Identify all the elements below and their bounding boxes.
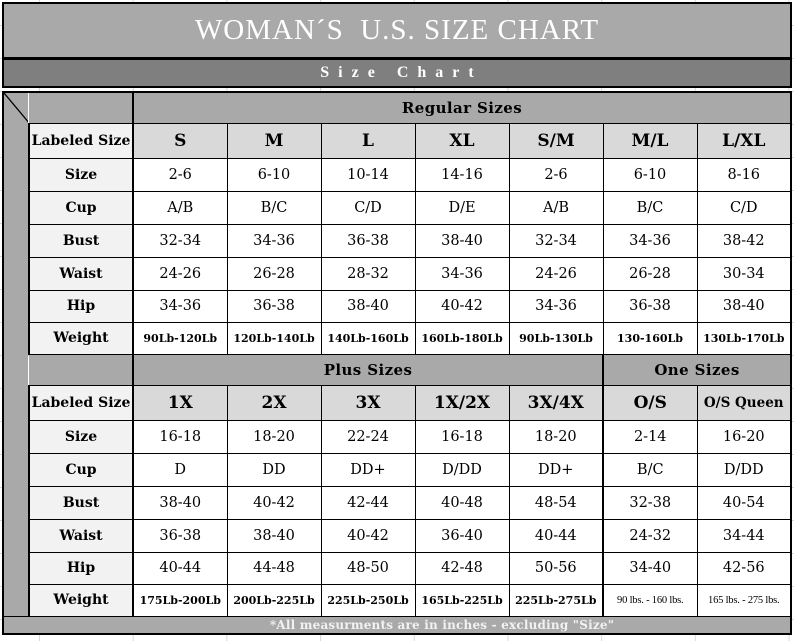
row-label: Weight [29,322,133,354]
value-cell: D/DD [415,453,509,486]
value-cell: 44-48 [227,552,321,584]
value-cell: 2-6 [509,158,603,191]
value-cell: 120Lb-140Lb [227,322,321,354]
column-header: 3X [321,385,415,420]
value-cell: 26-28 [227,257,321,290]
plus-column-header-row [3,385,791,420]
value-cell: 36-38 [133,519,227,552]
value-cell: 225Lb-275Lb [509,584,603,616]
regular-row-hip [3,290,791,322]
regular-row-cup [3,191,791,224]
column-header: S/M [509,123,603,158]
plus-row-cup [3,453,791,486]
regular-row-size [3,158,791,191]
value-cell: 50-56 [509,552,603,584]
value-cell: 200Lb-225Lb [227,584,321,616]
value-cell: 16-18 [415,420,509,453]
value-cell: 38-40 [227,519,321,552]
value-cell: 38-40 [415,224,509,257]
labeled-size-header: Labeled Size [29,385,133,420]
value-cell: 175Lb-200Lb [133,584,227,616]
value-cell: B/C [227,191,321,224]
regular-row-weight [3,322,791,354]
row-label: Hip [29,290,133,322]
value-cell: 36-40 [415,519,509,552]
value-cell: 34-44 [697,519,791,552]
value-cell: 48-54 [509,486,603,519]
section-title-plus-sizes: Plus Sizes [133,354,603,385]
value-cell: 22-24 [321,420,415,453]
value-cell: 32-34 [509,224,603,257]
value-cell: 40-42 [321,519,415,552]
value-cell: 28-32 [321,257,415,290]
row-label: Weight [29,584,133,616]
value-cell: 42-48 [415,552,509,584]
column-header: XL [415,123,509,158]
value-cell: 2-6 [133,158,227,191]
value-cell: 34-36 [227,224,321,257]
column-header: M/L [603,123,697,158]
corner-diagonal-line [4,93,29,124]
value-cell: 32-38 [603,486,697,519]
size-chart-table [2,91,792,635]
row-header-strip [3,92,29,616]
row-label: Cup [29,453,133,486]
column-header: L/XL [697,123,791,158]
footer-note: *All measurments are in inches - excluding "Size" [3,616,791,634]
value-cell: 34-40 [603,552,697,584]
value-cell: 90 lbs. - 160 lbs. [603,584,697,616]
value-cell: 8-16 [697,158,791,191]
chart-title: WOMAN´S U.S. SIZE CHART [4,4,790,57]
value-cell: 40-42 [415,290,509,322]
value-cell: 42-44 [321,486,415,519]
column-header: M [227,123,321,158]
column-header: 1X/2X [415,385,509,420]
column-header: O/S [603,385,697,420]
section-title-one-sizes: One Sizes [603,354,791,385]
value-cell: 18-20 [227,420,321,453]
header-block [2,2,792,88]
plus-band-row [3,354,791,385]
column-header: L [321,123,415,158]
regular-corner-cell [29,92,133,123]
value-cell: 34-36 [603,224,697,257]
value-cell: 18-20 [509,420,603,453]
value-cell: 40-42 [227,486,321,519]
value-cell: A/B [133,191,227,224]
value-cell: 34-36 [133,290,227,322]
row-label: Hip [29,552,133,584]
regular-column-header-row [3,123,791,158]
value-cell: B/C [603,191,697,224]
value-cell: 34-36 [415,257,509,290]
value-cell: 130Lb-170Lb [697,322,791,354]
column-header: 2X [227,385,321,420]
value-cell: 90Lb-130Lb [509,322,603,354]
value-cell: 140Lb-160Lb [321,322,415,354]
value-cell: 24-26 [133,257,227,290]
value-cell: 48-50 [321,552,415,584]
plus-row-bust [3,486,791,519]
plus-row-size [3,420,791,453]
value-cell: 14-16 [415,158,509,191]
value-cell: 16-20 [697,420,791,453]
value-cell: B/C [603,453,697,486]
regular-band-row [3,92,791,123]
value-cell: 38-40 [697,290,791,322]
value-cell: 225Lb-250Lb [321,584,415,616]
value-cell: 130-160Lb [603,322,697,354]
value-cell: 34-36 [509,290,603,322]
value-cell: 38-40 [133,486,227,519]
value-cell: 40-48 [415,486,509,519]
column-header: 3X/4X [509,385,603,420]
value-cell: 90Lb-120Lb [133,322,227,354]
value-cell: 40-44 [133,552,227,584]
row-label: Bust [29,224,133,257]
column-header: 1X [133,385,227,420]
value-cell: 24-32 [603,519,697,552]
value-cell: 40-54 [697,486,791,519]
value-cell: 42-56 [697,552,791,584]
column-header: O/S Queen [697,385,791,420]
value-cell: D [133,453,227,486]
value-cell: DD+ [321,453,415,486]
value-cell: 165 lbs. - 275 lbs. [697,584,791,616]
row-label: Waist [29,519,133,552]
regular-row-bust [3,224,791,257]
value-cell: 6-10 [603,158,697,191]
plus-row-hip [3,552,791,584]
footer-row [3,616,791,634]
plus-corner-cell [29,354,133,385]
value-cell: 38-42 [697,224,791,257]
value-cell: 6-10 [227,158,321,191]
value-cell: C/D [321,191,415,224]
row-label: Cup [29,191,133,224]
value-cell: C/D [697,191,791,224]
row-label: Size [29,420,133,453]
labeled-size-header: Labeled Size [29,123,133,158]
value-cell: A/B [509,191,603,224]
value-cell: 32-34 [133,224,227,257]
plus-row-waist [3,519,791,552]
value-cell: 38-40 [321,290,415,322]
value-cell: 30-34 [697,257,791,290]
value-cell: DD+ [509,453,603,486]
plus-row-weight [3,584,791,616]
row-label: Waist [29,257,133,290]
value-cell: 36-38 [321,224,415,257]
column-header: S [133,123,227,158]
value-cell: D/DD [697,453,791,486]
value-cell: 16-18 [133,420,227,453]
value-cell: 36-38 [603,290,697,322]
value-cell: 24-26 [509,257,603,290]
value-cell: 165Lb-225Lb [415,584,509,616]
chart-subtitle: Size Chart [4,57,790,86]
section-title-regular-sizes: Regular Sizes [133,92,791,123]
row-label: Bust [29,486,133,519]
value-cell: 26-28 [603,257,697,290]
value-cell: 10-14 [321,158,415,191]
value-cell: DD [227,453,321,486]
regular-row-waist [3,257,791,290]
value-cell: D/E [415,191,509,224]
value-cell: 160Lb-180Lb [415,322,509,354]
value-cell: 40-44 [509,519,603,552]
row-label: Size [29,158,133,191]
value-cell: 36-38 [227,290,321,322]
value-cell: 2-14 [603,420,697,453]
